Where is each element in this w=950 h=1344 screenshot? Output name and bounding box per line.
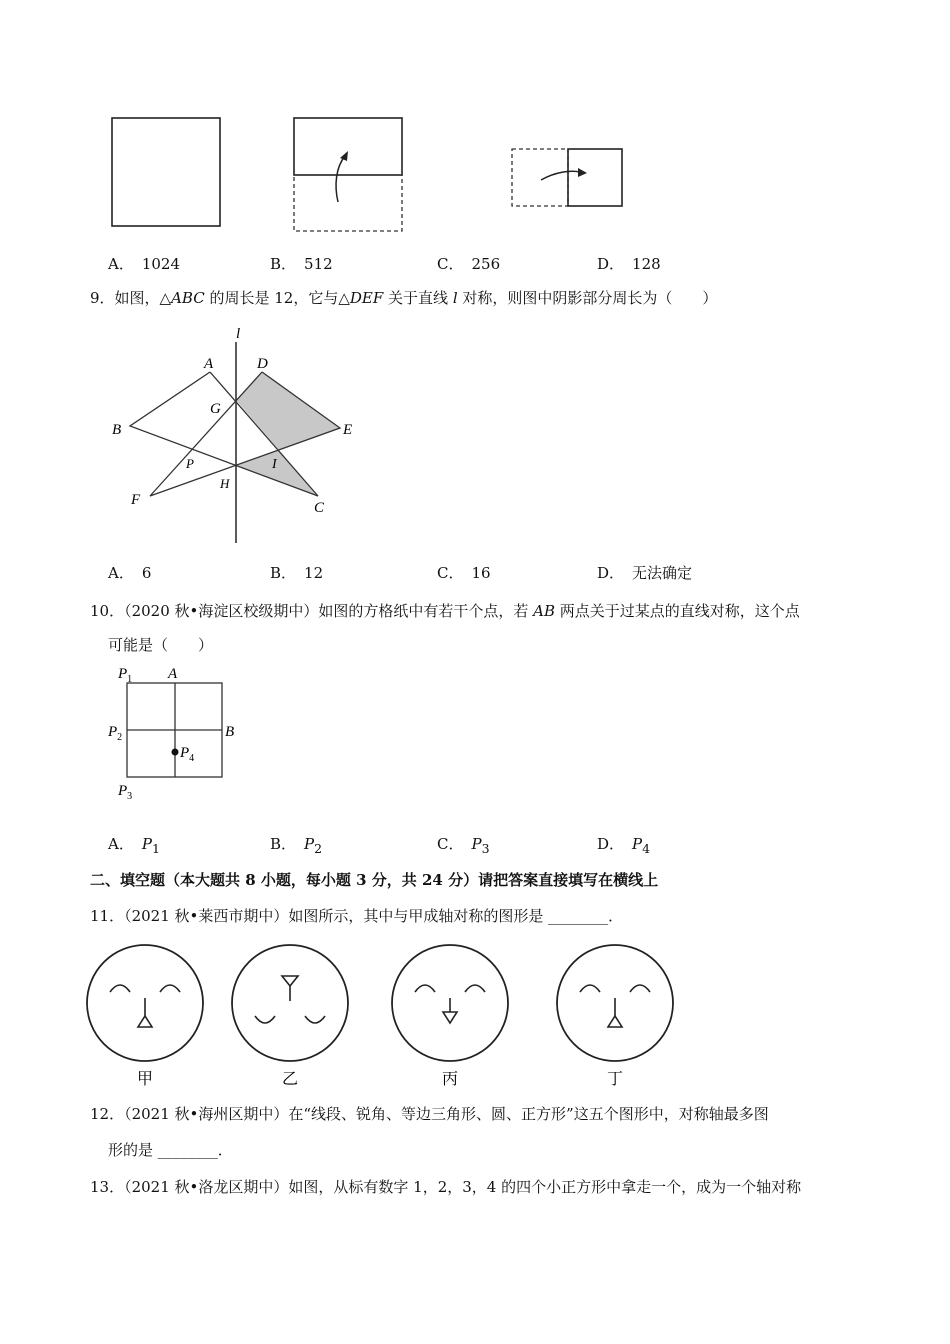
point-p4-dot [172,749,179,756]
q11-faces-figure [80,935,700,1095]
label-d: D [257,356,268,372]
q10-option-d[interactable]: D． $P_4$ [597,835,651,856]
label-a: A [204,356,214,372]
q13-stem-line1: 13．（2021 秋•洛龙区期中）如图，从标有数字 1，2，3，4 的四个小正方形中拿走一个，成为一个轴对称 [90,1178,802,1196]
label-p2: $P_2$ [108,724,123,743]
q9-stem: 9．如图，△ABC 的周长是 12，它与△DEF 关于直线 l 对称，则图中阴影部分周长为（ ） [90,289,718,307]
face-bing [392,945,508,1088]
q10-option-a[interactable]: A． $P_1$ [108,835,160,856]
fold-step-2-arrow [336,156,345,202]
label-l: l [236,326,241,342]
label-i: I [272,457,277,472]
svg-text:甲: 甲 [136,1071,154,1088]
fold-step-3-arrowhead [578,168,587,177]
fold-step-2-arrowhead [340,151,348,161]
fold-step-1-square [112,118,220,226]
q8-option-c[interactable]: C． 256 [437,255,501,273]
section-heading: 二、填空题（本大题共 8 小题，每小题 3 分，共 24 分）请把答案直接填写在横线上 [90,871,659,889]
q9-option-b[interactable]: B． 12 [270,564,324,582]
q11-stem: 11．（2021 秋•莱西市期中）如图所示，其中与甲成轴对称的图形是 ________． [90,907,624,925]
fold-step-3-dashed-rect [512,149,568,206]
label-b: B [112,422,122,438]
shaded-lower-tri [236,450,318,496]
label-a: A [168,666,178,682]
q9-option-c[interactable]: C． 16 [437,564,491,582]
label-e: E [343,422,353,438]
q8-option-b[interactable]: B． 512 [270,255,333,273]
q9-option-d[interactable]: D． 无法确定 [597,564,693,582]
label-f: F [131,492,141,508]
label-b: B [225,724,235,740]
label-h: H [220,476,230,491]
q10-option-c[interactable]: C． $P_3$ [437,835,490,856]
face-yi [232,945,348,1088]
fold-step-3-arrow [541,171,580,180]
q10-stem-line1: 10．（2020 秋•海淀区校级期中）如图的方格纸中有若干个点，若 AB 两点关于过某点的直线对称，这个点 [90,602,800,620]
q10-grid-figure [100,660,250,810]
q10-stem-line2: 可能是（ ） [108,636,214,654]
label-p4: $P_4$ [180,745,195,764]
svg-text:丙: 丙 [441,1071,459,1088]
q8-option-a[interactable]: A． 1024 [108,255,181,273]
q8-folding-figure [100,105,640,240]
face-jia [87,945,203,1088]
fold-step-3-rect [568,149,622,206]
face-ding [557,945,673,1088]
q12-stem-line2: 形的是 ________． [108,1141,233,1159]
q8-option-d[interactable]: D． 128 [597,255,661,273]
fold-step-2-upper-rect [294,118,402,175]
label-p: P [186,456,194,471]
label-p1: $P_1$ [118,666,133,685]
svg-text:丁: 丁 [606,1071,624,1088]
svg-text:乙: 乙 [281,1071,299,1088]
label-g: G [210,401,221,417]
q9-triangle-figure [100,318,380,550]
label-p3: $P_3$ [118,783,133,802]
q9-option-a[interactable]: A． 6 [108,564,152,582]
label-c: C [314,500,325,516]
q10-option-b[interactable]: B． $P_2$ [270,835,323,856]
q12-stem-line1: 12．（2021 秋•海州区期中）在“线段、锐角、等边三角形、圆、正方形”这五个图形中，对称轴最多图 [90,1105,769,1123]
fold-step-2-dashed-rect [294,175,402,231]
